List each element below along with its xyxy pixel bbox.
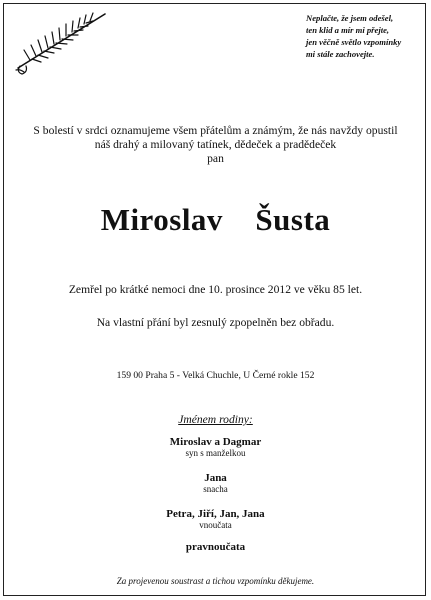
mourner-entry [0, 436, 431, 458]
mourner-relation: snacha [203, 484, 228, 494]
mourner-name: Jana [204, 472, 227, 484]
poem-line: jen věčně světlo vzpomínky [306, 37, 402, 47]
intro-line: pan [207, 152, 224, 165]
announcement-intro [0, 124, 431, 166]
poem-line: ten klid a mír mi přejte, [306, 25, 390, 35]
cremation-wish: Na vlastní přání byl zesnulý zpopelněn bez obřadu. [96, 316, 335, 329]
mourner-relation: vnoučata [199, 520, 232, 530]
mourner-relation: syn s manželkou [185, 448, 246, 458]
deceased-name: Miroslav Šusta [100, 202, 331, 237]
memorial-poem [306, 12, 424, 60]
great-grandchildren: pravnoučata [185, 541, 246, 553]
intro-line: S bolestí v srdci oznamujeme všem přátelům a známým, že nás navždy opustil [33, 124, 398, 137]
intro-line: náš drahý a milovaný tatínek, dědeček a pradědeček [94, 138, 337, 151]
family-address: 159 00 Praha 5 - Velká Chuchle, U Černé rokle 152 [116, 370, 315, 381]
death-notice: Zemřel po krátké nemoci dne 10. prosince 2012 ve věku 85 let. [68, 283, 363, 296]
mourner-entry [0, 508, 431, 530]
palm-branch-icon [10, 8, 110, 78]
mourner-name: Petra, Jiří, Jan, Jana [166, 508, 265, 520]
poem-line: Neplačte, že jsem odešel, [306, 13, 394, 23]
family-heading: Jménem rodiny: [178, 413, 253, 426]
poem-line: mi stále zachovejte. [306, 49, 375, 59]
mourner-name: Miroslav a Dagmar [169, 436, 262, 448]
mourner-entry [0, 472, 431, 494]
thanks-note: Za projevenou soustrast a tichou vzpomínku děkujeme. [116, 576, 315, 586]
